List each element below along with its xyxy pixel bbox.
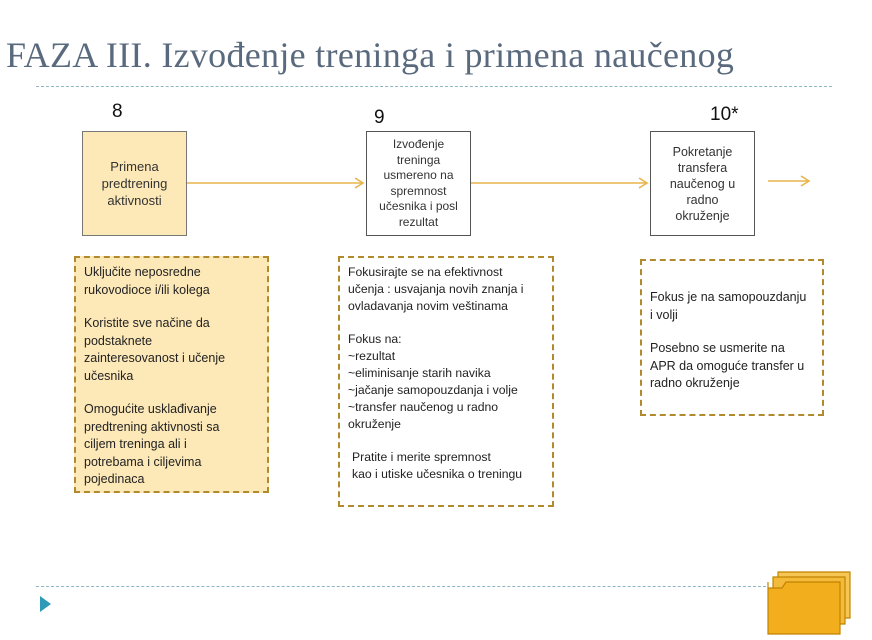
step-label-line: spremnost	[390, 183, 447, 198]
note-line: ~jačanje samopouzdanja i volje	[348, 383, 518, 397]
step-label-line: naučenog u	[669, 176, 736, 191]
note-step-10	[640, 259, 824, 416]
note-paragraph	[650, 289, 814, 324]
note-paragraph	[84, 401, 259, 489]
step-label-line: radno	[686, 192, 719, 207]
note-line: predtrening aktivnosti sa	[84, 419, 220, 434]
note-line: zainteresovanost i učenje	[84, 351, 226, 365]
folder-stack-icon	[764, 568, 856, 638]
note-line: učenja : usvajanja novih znanja i	[348, 282, 524, 296]
note-line: Posebno se usmerite na	[650, 341, 785, 355]
step-label-line: okruženje	[675, 208, 730, 223]
note-line: Fokusirajte se na efektivnost	[348, 265, 503, 279]
note-line: ovladavanja novim veštinama	[348, 299, 508, 313]
note-step-8	[74, 256, 269, 493]
note-line: rukovodioce i/ili kolega	[84, 282, 210, 297]
step-label-line: učesnika i posl	[379, 199, 458, 213]
note-line: ~transfer naučenog u radno	[348, 400, 499, 414]
note-line: Omogućite usklađivanje	[84, 402, 217, 416]
step-label-line: Izvođenje	[392, 137, 445, 151]
note-step-9	[338, 256, 554, 507]
note-paragraph	[84, 264, 259, 299]
step-number-8: 8	[112, 101, 123, 122]
step-label-line: predtrening	[101, 176, 168, 191]
step-label-line: transfera	[677, 160, 728, 175]
step-label-line: treninga	[396, 152, 441, 167]
step-label-line: usmereno na	[383, 168, 454, 182]
step-label-line: Primena	[110, 159, 159, 174]
note-line: Pratite i merite spremnost	[352, 450, 491, 464]
note-line: kao i utiske učesnika o treningu	[352, 467, 523, 481]
note-line: pojedinaca	[84, 472, 145, 486]
step-label-line: Pokretanje	[672, 144, 733, 159]
step-number-9: 9	[374, 107, 385, 128]
note-paragraph	[348, 264, 544, 315]
step-label-line: aktivnosti	[107, 193, 162, 208]
step-number-10: 10*	[710, 104, 739, 125]
note-line: Fokus na:	[348, 332, 402, 346]
note-paragraph	[348, 449, 544, 483]
note-paragraph	[348, 331, 544, 433]
note-line: ciljem treninga ali i	[84, 437, 187, 451]
note-line: okruženje	[348, 417, 401, 431]
step-label-line: rezultat	[398, 214, 439, 229]
note-line: potrebama i ciljevima	[84, 454, 202, 469]
note-line: Koristite sve načine da	[84, 316, 210, 330]
play-icon[interactable]	[40, 596, 51, 612]
note-line: i volji	[650, 307, 678, 322]
note-paragraph	[84, 315, 259, 385]
page-title: FAZA III. Izvođenje treninga i primena naučenog	[6, 35, 735, 75]
note-line: APR da omoguće transfer u	[650, 358, 805, 373]
note-line: radno okruženje	[650, 376, 740, 390]
note-line: ~rezultat	[348, 349, 396, 363]
note-line: Uključite neposredne	[84, 265, 201, 279]
note-line: Fokus je na samopouzdanju	[650, 290, 807, 304]
note-line: podstaknete	[84, 333, 153, 348]
note-line: učesnika	[84, 368, 134, 383]
note-paragraph	[650, 340, 814, 393]
note-line: ~eliminisanje starih navika	[348, 366, 491, 380]
footer-divider	[36, 586, 766, 587]
